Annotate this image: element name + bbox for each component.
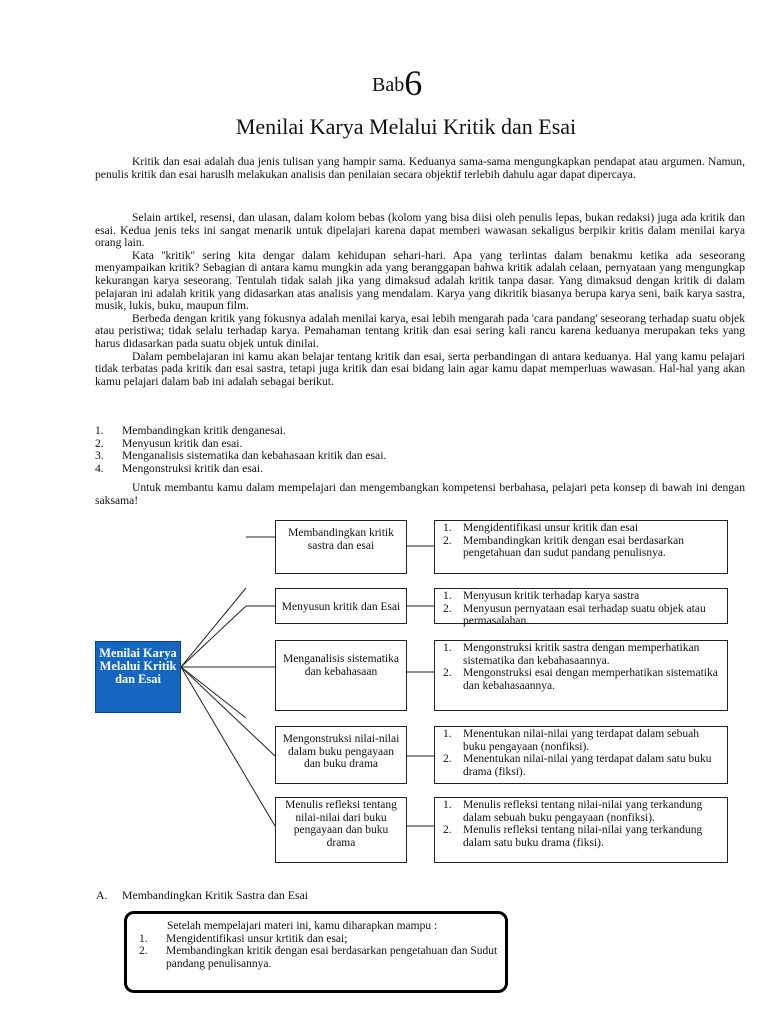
- list-item: 1. Menyusun kritik terhadap karya sastra: [443, 590, 640, 602]
- branch-label: Menulis refleksi tentang nilai-nilai dari buku pengayaan dan buku drama: [285, 799, 397, 849]
- connector-line: [181, 667, 275, 756]
- connector-line: [181, 588, 246, 667]
- connector-line: [181, 667, 275, 826]
- list-item: 2. Menyusun kritik dan esai.: [95, 436, 243, 450]
- branch-details-4: [434, 726, 728, 784]
- list-item: 1. Mengonstruksi kritik sastra dengan memperhatikan sistematika dan kebahasaannya.: [443, 642, 700, 667]
- branch-details-2: [434, 588, 728, 628]
- branch-label: Menyusun kritik dan Esai: [281, 601, 401, 613]
- list-item: 1. Mengidentifikasi unsur kritik dan esai: [443, 522, 639, 534]
- list-item: 2. Membandingkan kritik dengan esai berdasarkan pengetahuan dan Sudut pandang penulisannya.: [139, 945, 498, 970]
- connector-line: [181, 667, 246, 718]
- list-item: 1. Mengidentifikasi unsur krtitik dan esai;: [139, 932, 348, 945]
- paragraph-text: Selain artikel, resensi, dan ulasan, dalam kolom bebas (kolom yang bisa diisi oleh penulis lepas, bukan redaksi) juga ada kritik dan esai. Kedua jenis teks ini sangat menarik untuk dipelajari karena dapat memberi wawasan sekaligus berpikir kritis dalam menilai karya orang lain.: [95, 211, 745, 250]
- page-title: Menilai Karya Melalui Kritik dan Esai: [235, 114, 577, 139]
- branch-box-2: [275, 588, 407, 624]
- branch-box-5: [275, 797, 407, 863]
- section-number: A.: [96, 888, 108, 902]
- branch-label: Mengonstruksi nilai-nilai dalam buku pengayaan dan buku drama: [282, 733, 400, 771]
- learning-objectives-box: [124, 911, 508, 993]
- list-item: 1. Menentukan nilai-nilai yang terdapat dalam sebuah buku pengayaan (nonfiksi).: [443, 728, 699, 753]
- list-item: 2. Mengonstruksi esai dengan memperhatikan sistematika dan kebahasaannya.: [443, 667, 718, 692]
- branch-label: Membandingkan kritik sastra dan esai: [288, 527, 394, 552]
- branch-box-4: [275, 726, 407, 784]
- paragraph-text: Kritik dan esai adalah dua jenis tulisan yang hampir sama. Keduanya sama-sama mengungkapkan pendapat atau argumen. Namun, penulis kritik dan esai haruslh melakukan analisis dan penilaian secara objektif terlebih dahulu agar dapat dipercaya.: [95, 155, 745, 181]
- chapter-number: 6: [404, 63, 423, 103]
- connector-line: [181, 606, 246, 667]
- paragraph-text: Berbeda dengan kritik yang fokusnya adalah menilai karya, esai lebih mengarah pada 'cara pandang' seseorang terhadap suatu objek atau peristiwa; tidak selalu terhadap karya. Pemahaman tentang kritik dan esai sering kali rancu karena keduanya merupakan teks yang harus didasarkan pada suatu objek untuk dinilai.: [95, 311, 745, 350]
- branch-box-3: [275, 640, 407, 711]
- list-item: 3. Menganalisis sistematika dan kebahasaan kritik dan esai.: [95, 449, 387, 463]
- branch-details-3: [434, 640, 728, 711]
- list-item: 1. Menulis refleksi tentang nilai-nilai yang terkandung dalam sebuah buku pengayaan (nonfiksi).: [443, 799, 703, 824]
- branch-box-1: [275, 520, 407, 574]
- list-item: 2. Menyusun pernyataan esai terhadap suatu objek atau permasalahan.: [443, 602, 706, 628]
- paragraph-text: Untuk membantu kamu dalam mempelajari dan mengembangkan kompetensi berbahasa, pelajari peta konsep di bawah ini dengan saksama!: [95, 481, 745, 507]
- paragraph-text: Kata ''kritik'' sering kita dengar dalam kehidupan sehari-hari. Apa yang terlintas dalam benakmu ketika ada seseorang menyampaikan kritik? Sebagian di antara kamu mungkin ada yang beranggapan bahwa kritik adalah celaan, pernyataan yang mengungkap kekurangan karya seseorang. Tentulah tidak salah jika yang dimaksud adalah kritik tanpa dasar. Yang dimaksud dengan kritik di dalam pelajaran ini adalah kritik yang didasarkan atas analisis yang mendalam. Karya yang dikritik biasanya berupa karya seni, baik karya sastra, musik, lukis, buku, maupun film.: [95, 248, 745, 313]
- branch-details-5: [434, 797, 728, 863]
- list-item: 1. Membandingkan kritik denganesai.: [95, 424, 286, 437]
- section-title: Membandingkan Kritik Sastra dan Esai: [122, 888, 309, 902]
- paragraph-text: Dalam pembelajaran ini kamu akan belajar tentang kritik dan esai, serta perbandingan di antara keduanya. Hal yang kamu pelajari tidak terbatas pada kritik dan esai sastra, tetapi juga kritik dan esai bidang lain agar kamu dapat memperluas wawasan. Hal-hal yang akan kamu pelajari dalam bab ini adalah sebagai berikut.: [95, 349, 745, 388]
- concept-map-center: Menilai Karya Melalui Kritik dan Esai: [95, 641, 181, 713]
- branch-details-1: [434, 520, 728, 574]
- branch-label: Menganalisis sistematika dan kebahasaan: [283, 653, 399, 678]
- list-item: 2. Membandingkan kritik dengan esai berdasarkan pengetahuan dan sudut pandang penulisnya.: [443, 534, 684, 560]
- list-item: 2. Menentukan nilai-nilai yang terdapat dalam satu buku drama (fiksi).: [443, 753, 712, 778]
- objectives-intro: Setelah mempelajari materi ini, kamu diharapkan mampu :: [167, 920, 438, 932]
- list-item: 2. Menulis refleksi tentang nilai-nilai yang terkandung dalam satu buku drama (fiksi).: [443, 824, 703, 849]
- section-heading: [96, 888, 308, 903]
- list-item: 4. Mengonstruksi kritik dan esai.: [95, 461, 264, 475]
- chapter-label: Bab: [372, 74, 405, 96]
